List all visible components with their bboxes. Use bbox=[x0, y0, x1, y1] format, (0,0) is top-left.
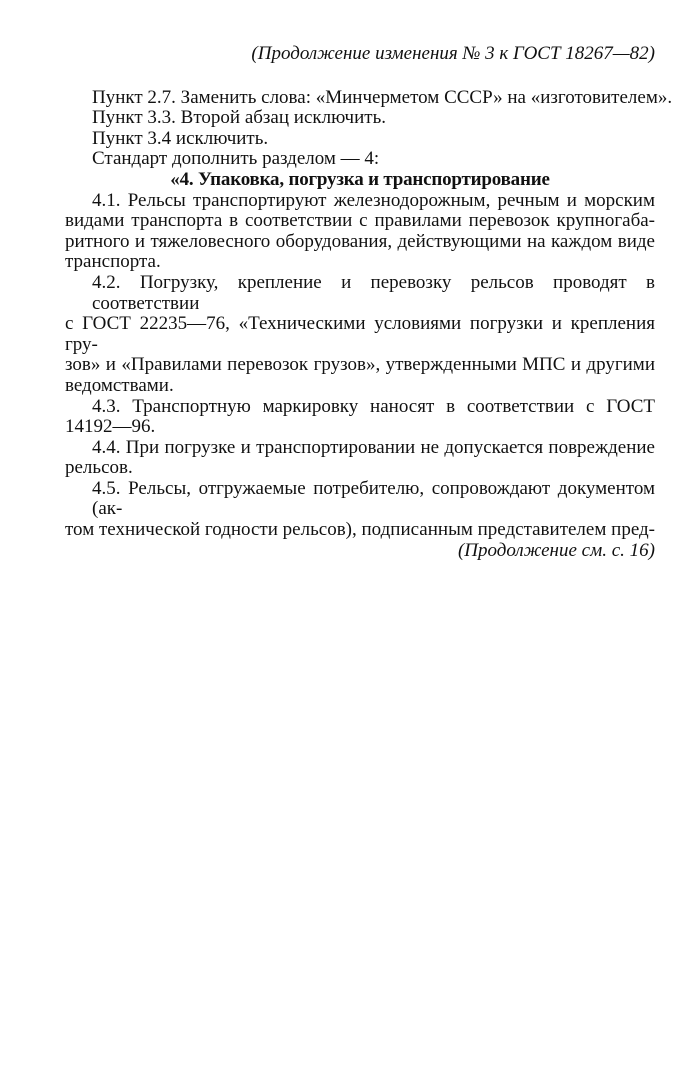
paragraph-line: 4.2. Погрузку, крепление и перевозку рельсов проводят в соответствии bbox=[92, 271, 655, 314]
paragraph-line: ритного и тяжеловесного оборудования, действующими на каждом виде bbox=[65, 230, 655, 252]
section-title: «4. Упаковка, погрузка и транспортирование bbox=[170, 168, 550, 190]
paragraph-line: ведомствами. bbox=[65, 374, 174, 396]
paragraph-4-5 bbox=[65, 479, 655, 541]
change-item: Пункт 3.4 исключить. bbox=[92, 127, 269, 149]
continuation-footer: (Продолжение см. с. 16) bbox=[457, 539, 655, 561]
change-item: Пункт 2.7. Заменить слова: «Минчерметом СССР» на «изготовителем». bbox=[92, 86, 673, 108]
change-item: Пункт 3.3. Второй абзац исключить. bbox=[92, 107, 386, 129]
paragraph-line: рельсов. bbox=[65, 457, 133, 479]
paragraph-line: видами транспорта в соответствии с правилами перевозок крупногаба- bbox=[65, 210, 655, 232]
paragraph-line: с ГОСТ 22235—76, «Техническими условиями погрузки и крепления гру- bbox=[65, 313, 655, 355]
paragraph-line: транспорта. bbox=[65, 251, 161, 273]
paragraph-line: 4.5. Рельсы, отгружаемые потребителю, сопровождают документом (ак- bbox=[92, 477, 655, 520]
paragraph-4-3 bbox=[65, 397, 655, 438]
paragraph-4-1 bbox=[65, 191, 655, 273]
paragraph-4-4 bbox=[65, 438, 655, 479]
paragraph-4-2 bbox=[65, 273, 655, 397]
continuation-header: (Продолжение изменения № 3 к ГОСТ 18267—82) bbox=[251, 43, 655, 64]
paragraph-line: том технической годности рельсов), подписанным представителем пред- bbox=[65, 519, 655, 541]
paragraph-line: зов» и «Правилами перевозок грузов», утвержденными МПС и другими bbox=[65, 354, 655, 376]
paragraph-line: 4.3. Транспортную маркировку наносят в соответствии с ГОСТ bbox=[92, 395, 655, 417]
document-page bbox=[65, 43, 673, 561]
paragraph-line: 14192—96. bbox=[65, 416, 156, 438]
paragraph-line: 4.4. При погрузке и транспортировании не допускается повреждение bbox=[92, 436, 655, 458]
change-item: Стандарт дополнить разделом — 4: bbox=[92, 148, 380, 170]
paragraph-line: 4.1. Рельсы транспортируют железнодорожным, речным и морским bbox=[92, 189, 655, 211]
